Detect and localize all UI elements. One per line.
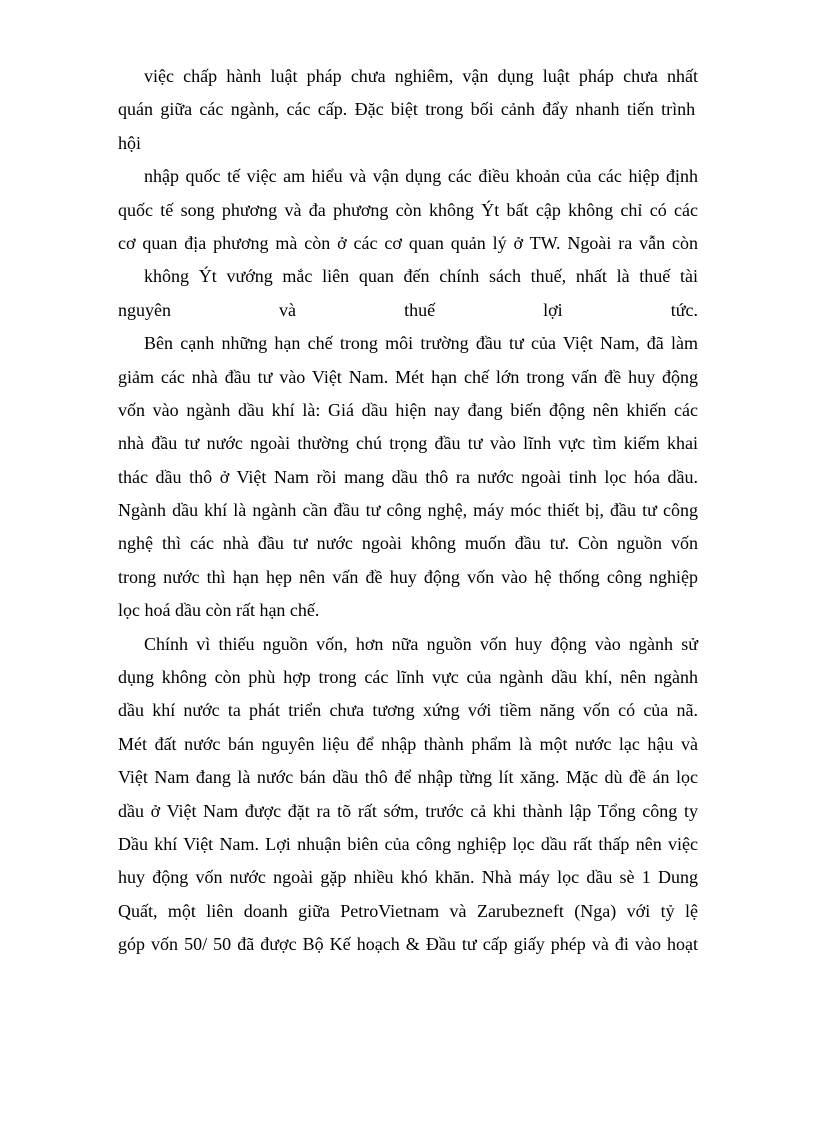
text-line: Ngành dầu khí là ngành cần đầu tư công nghệ, máy móc thiết bị, đầu tư công bbox=[118, 500, 698, 521]
text-line: nhà đầu tư nước ngoài thường chú trọng đầu tư vào lĩnh vực tìm kiếm khai bbox=[118, 433, 698, 454]
text-line: Mét đất nước bán nguyên liệu để nhập thành phẩm là một nước lạc hậu và bbox=[118, 733, 698, 754]
text-line: thác dầu thô ở Việt Nam rồi mang dầu thô ra nước ngoài tinh lọc hóa dầu. bbox=[118, 466, 698, 487]
text-line: Chính vì thiếu nguồn vốn, hơn nữa nguồn vốn huy động vào ngành sử bbox=[144, 633, 698, 654]
text-line: vốn vào ngành dầu khí là: Giá dầu hiện nay đang biến động nên khiến các bbox=[118, 399, 698, 420]
text-line: việc chấp hành luật pháp chưa nghiêm, vận dụng luật pháp chưa nhất bbox=[144, 66, 698, 86]
body-text bbox=[118, 60, 698, 962]
text-line: trong nước thì hạn hẹp nên vấn đề huy động vốn vào hệ thống công nghiệp bbox=[118, 566, 698, 587]
text-line: góp vốn 50/ 50 đã được Bộ Kế hoạch & Đầu tư cấp giấy phép và đi vào hoạt bbox=[118, 934, 698, 955]
text-line: lọc hoá dầu còn rất hạn chế. bbox=[118, 600, 320, 621]
text-line: Việt Nam đang là nước bán dầu thô để nhập từng lít xăng. Mặc dù đề án lọc bbox=[118, 767, 698, 788]
text-line: nguyên và thuế lợi tức. bbox=[118, 299, 698, 320]
text-line: dầu ở Việt Nam được đặt ra tõ rất sớm, trước cả khi thành lập Tổng công ty bbox=[118, 800, 698, 821]
text-line: quốc tế song phương và đa phương còn không Ýt bất cập không chỉ có các bbox=[118, 199, 698, 220]
text-line: dầu khí nước ta phát triển chưa tương xứng với tiềm năng vốn có của nã. bbox=[118, 700, 698, 721]
text-line: hội bbox=[118, 132, 142, 153]
text-line: Bên cạnh những hạn chế trong môi trường đầu tư của Việt Nam, đã làm bbox=[144, 333, 698, 354]
text-line: huy động vốn nước ngoài gặp nhiều khó khăn. Nhà máy lọc dầu sè 1 Dung bbox=[118, 867, 698, 888]
text-line: Quất, một liên doanh giữa PetroVietnam và Zarubezneft (Nga) với tỷ lệ bbox=[118, 900, 698, 921]
text-line: Dầu khí Việt Nam. Lợi nhuận biên của công nghiệp lọc dầu rất thấp nên việc bbox=[118, 833, 698, 854]
text-line: giảm các nhà đầu tư vào Việt Nam. Mét hạn chế lớn trong vấn đề huy động bbox=[118, 366, 698, 387]
text-line: cơ quan địa phương mà còn ở các cơ quan quản lý ở TW. Ngoài ra vẫn còn bbox=[118, 232, 698, 253]
text-line: không Ýt vướng mắc liên quan đến chính sách thuế, nhất là thuế tài bbox=[144, 266, 698, 287]
text-line: nhập quốc tế việc am hiểu và vận dụng các điều khoản của các hiệp định bbox=[144, 166, 698, 187]
text-line: dụng không còn phù hợp trong các lĩnh vực của ngành dầu khí, nên ngành bbox=[118, 667, 698, 688]
text-line: nghệ thì các nhà đầu tư nước ngoài không muốn đầu tư. Còn nguồn vốn bbox=[118, 533, 698, 554]
text-line: quán giữa các ngành, các cấp. Đặc biệt trong bối cảnh đẩy nhanh tiến trình bbox=[118, 99, 696, 120]
